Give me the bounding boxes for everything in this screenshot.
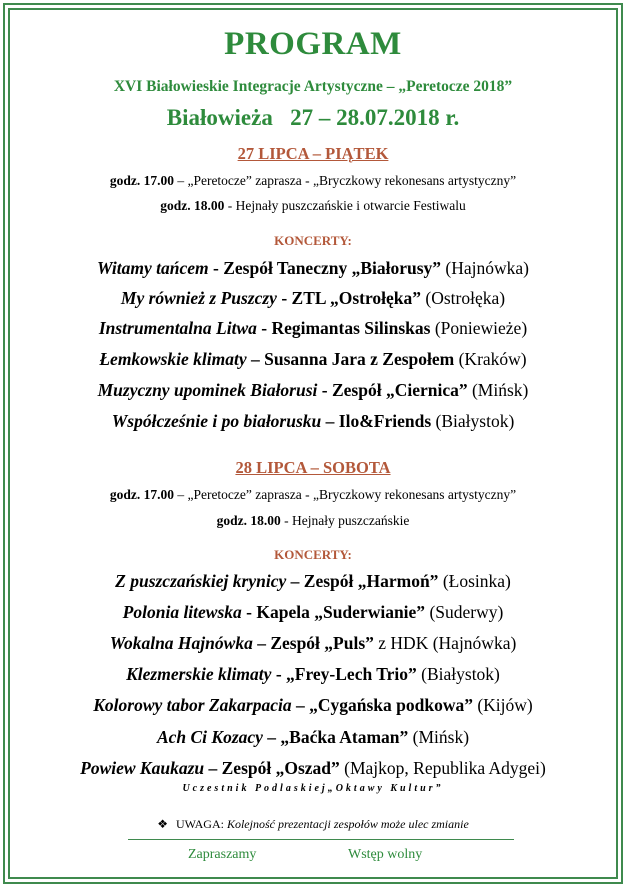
footer-free-entry: Wstęp wolny [348, 847, 423, 862]
place-and-dates [0, 105, 626, 131]
sched-text: - Hejnały puszczańskie [280, 513, 410, 528]
day1-act: Współcześnie i po białorusku – Ilo&Friends (Białystok) [111, 411, 515, 431]
day2-sched-1 [0, 487, 626, 503]
day1-act: My również z Puszczy - ZTL „Ostrołęka” (Ostrołęka) [120, 288, 506, 308]
warning-line [0, 817, 626, 832]
footer-divider [128, 839, 514, 840]
sched-text: - Hejnały puszczańskie i otwarcie Festiwalu [224, 198, 466, 213]
oktawy-kultur-note: Uczestnik Podlaskiej„Oktawy Kultur” [182, 783, 444, 794]
day2-act: Ach Ci Kozacy – „Baćka Ataman” (Mińsk) [156, 727, 470, 747]
day2-act: Klezmerskie klimaty - „Frey-Lech Trio” (Białystok) [126, 664, 500, 684]
day1-heading: 27 LIPCA – PIĄTEK [237, 144, 389, 163]
page-title: PROGRAM [224, 26, 402, 62]
day2-act: Polonia litewska - Kapela „Suderwianie” (Suderwy) [122, 602, 504, 622]
place: Białowieża [166, 105, 273, 130]
sched-text: – „Peretocze” zaprasza - „Bryczkowy rekonesans artystyczny” [173, 487, 517, 502]
day1-sched-2 [0, 198, 626, 214]
dates: 27 – 28.07.2018 r. [290, 105, 460, 130]
festival-name: XVI Białowieskie Integracje Artystyczne – „Peretocze 2018” [113, 78, 513, 95]
day2-act: Kolorowy tabor Zakarpacia – „Cygańska podkowa” (Kijów) [93, 695, 533, 715]
day1-act: Muzyczny upominek Białorusi - Zespół „Ciernica” (Mińsk) [97, 380, 529, 400]
footer-invite: Zapraszamy [188, 847, 257, 862]
day1-act: Łemkowskie klimaty – Susanna Jara z Zespołem (Kraków) [99, 349, 527, 369]
sched-time: godz. 18.00 [160, 198, 225, 213]
day1-concerts-label: KONCERTY: [274, 233, 352, 248]
warning-text: Kolejność prezentacji zespołów może ulec zmianie [223, 817, 469, 831]
day1-sched-1 [0, 173, 626, 189]
day2-act: Z puszczańskiej krynicy – Zespół „Harmoń” (Łosinka) [115, 571, 511, 591]
day2-heading: 28 LIPCA – SOBOTA [235, 458, 391, 477]
day1-act: Instrumentalna Litwa - Regimantas Silinskas (Poniewieże) [98, 318, 528, 338]
diamond-bullet-icon: ❖ [157, 817, 168, 831]
sched-time: godz. 17.00 [109, 487, 174, 502]
sched-time: godz. 17.00 [109, 173, 174, 188]
day1-act: Witamy tańcem - Zespół Taneczny „Białorusy” (Hajnówka) [97, 258, 529, 278]
sched-text: – „Peretocze” zaprasza - „Bryczkowy rekonesans artystyczny” [173, 173, 517, 188]
inner-border [8, 8, 618, 879]
day2-concerts-label: KONCERTY: [274, 547, 352, 562]
day2-act: Wokalna Hajnówka – Zespół „Puls” z HDK (Hajnówka) [109, 633, 517, 653]
day2-act: Powiew Kaukazu – Zespół „Oszad” (Majkop, Republika Adygei) [80, 758, 546, 778]
warning-label: UWAGA: [175, 817, 224, 831]
sched-time: godz. 18.00 [216, 513, 281, 528]
day2-sched-2 [0, 513, 626, 529]
